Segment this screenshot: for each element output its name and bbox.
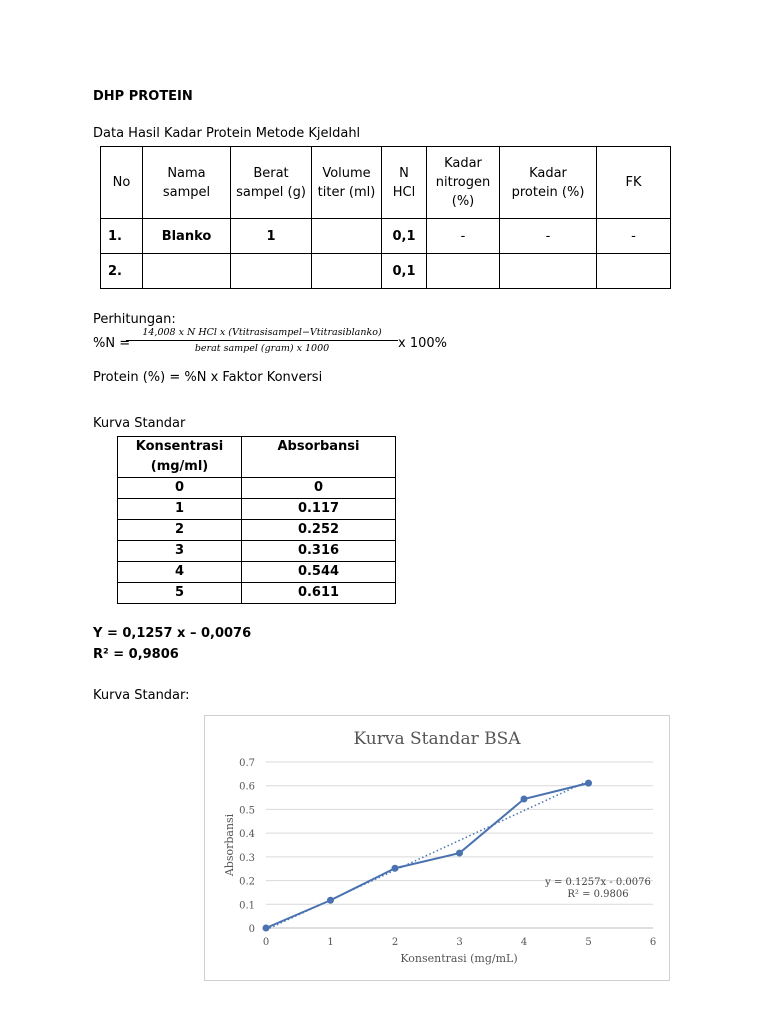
x-axis-label: Konsentrasi (mg/mL)	[400, 952, 518, 965]
column-header-line: HCl	[392, 184, 416, 200]
table-cell	[597, 254, 671, 289]
y-tick-label: 0.4	[239, 829, 255, 841]
formula-lhs: %N =	[93, 336, 131, 351]
protein-formula: Protein (%) = %N x Faktor Konversi	[93, 370, 323, 385]
column-header-line: Nama	[167, 165, 206, 181]
chart-title: Kurva Standar BSA	[353, 729, 521, 749]
formula-rhs: x 100%	[398, 336, 447, 351]
table-cell: -	[597, 219, 671, 254]
table-row	[118, 583, 396, 604]
column-header-line: No	[112, 175, 131, 190]
table-cell: Blanko	[143, 219, 231, 254]
column-header	[500, 147, 597, 219]
table-cell: 1	[231, 219, 312, 254]
column-header	[231, 147, 312, 219]
data-point	[392, 865, 399, 872]
table-cell: 1	[118, 499, 242, 520]
x-tick-label: 6	[649, 937, 657, 948]
column-header-line: nitrogen	[435, 175, 491, 190]
table-cell: 2	[118, 520, 242, 541]
col-header-absorbansi: Absorbansi	[242, 437, 396, 478]
regression-equation: Y = 0,1257 x – 0,0076	[93, 626, 252, 641]
column-header	[101, 147, 143, 219]
table-row	[118, 499, 396, 520]
trendline-r2: R² = 0.9806	[567, 889, 629, 900]
table-cell: -	[427, 219, 500, 254]
y-tick-label: 0.6	[239, 781, 255, 793]
table-cell: 3	[118, 541, 242, 562]
column-header-line: Kadar	[529, 165, 567, 181]
column-header-line: titer (ml)	[317, 184, 376, 200]
table-cell	[312, 219, 382, 254]
column-header-line: Volume	[322, 165, 371, 181]
column-header	[427, 147, 500, 219]
calc-label: Perhitungan:	[93, 312, 176, 327]
column-header	[312, 147, 382, 219]
chart-caption: Kurva Standar:	[93, 688, 190, 703]
standard-curve-chart	[204, 715, 670, 981]
standard-header-row	[118, 437, 396, 478]
table-cell: 0,1	[382, 219, 427, 254]
col-header-konsentrasi	[118, 437, 242, 478]
formula-denominator: berat sampel (gram) x 1000	[194, 343, 330, 354]
col-header-line: Konsentrasi	[135, 439, 224, 454]
x-tick-label: 2	[391, 937, 399, 948]
table-cell	[143, 254, 231, 289]
y-tick-label: 0.1	[239, 900, 255, 912]
data-point	[585, 780, 592, 787]
y-tick-label: 0	[248, 924, 255, 935]
column-header-line: N	[399, 165, 409, 181]
table-row	[118, 478, 396, 499]
table-cell: 0.611	[242, 583, 396, 604]
chart-svg	[205, 716, 669, 980]
table-cell: 0.117	[242, 499, 396, 520]
kjeldahl-caption: Data Hasil Kadar Protein Metode Kjeldahl	[93, 126, 361, 141]
column-header-line: Berat	[253, 165, 289, 181]
table-cell	[312, 254, 382, 289]
table-cell	[500, 254, 597, 289]
x-tick-label: 4	[520, 937, 528, 948]
table-cell	[427, 254, 500, 289]
x-tick-label: 1	[327, 937, 334, 948]
y-tick-label: 0.5	[239, 805, 255, 817]
table-cell: 0	[118, 478, 242, 499]
x-tick-label: 3	[456, 937, 463, 948]
column-header-line: Kadar	[444, 156, 482, 171]
y-tick-label: 0.3	[239, 852, 255, 864]
data-point	[456, 850, 463, 857]
table-row	[101, 219, 671, 254]
col-header-line: (mg/ml)	[150, 459, 209, 474]
regression-r2: R² = 0,9806	[93, 647, 179, 662]
column-header-line: protein (%)	[511, 184, 585, 200]
table-cell: 0.544	[242, 562, 396, 583]
standard-caption: Kurva Standar	[93, 416, 186, 431]
table-cell: 2.	[101, 254, 143, 289]
page-heading: DHP PROTEIN	[93, 89, 193, 104]
x-tick-label: 0	[262, 937, 270, 948]
column-header	[382, 147, 427, 219]
table-cell: 1.	[101, 219, 143, 254]
formula-fraction	[126, 327, 398, 354]
table-cell: 0	[242, 478, 396, 499]
table-cell: 5	[118, 583, 242, 604]
formula-numerator: 14,008 x N HCl x (Vtitrasisampel−Vtitrasiblanko)	[126, 327, 398, 341]
table-cell: 0.316	[242, 541, 396, 562]
data-point	[263, 925, 270, 932]
table-cell: 4	[118, 562, 242, 583]
standard-table	[117, 436, 396, 604]
table-cell: 0.252	[242, 520, 396, 541]
column-header-line: FK	[625, 175, 642, 190]
table-row	[118, 562, 396, 583]
table-row	[101, 254, 671, 289]
kjeldahl-table	[100, 146, 671, 289]
table-cell: -	[500, 219, 597, 254]
data-point	[327, 897, 334, 904]
table-row	[118, 541, 396, 562]
column-header-line: sampel (g)	[236, 184, 306, 200]
column-header-line: (%)	[451, 194, 475, 209]
column-header	[597, 147, 671, 219]
y-axis-label: Absorbansi	[223, 813, 236, 877]
x-tick-label: 5	[585, 937, 592, 948]
series-line	[266, 783, 589, 928]
table-row	[118, 520, 396, 541]
y-tick-label: 0.2	[239, 876, 255, 888]
table-cell	[231, 254, 312, 289]
kjeldahl-header-row	[101, 147, 671, 219]
table-cell: 0,1	[382, 254, 427, 289]
trendline-equation: y = 0.1257x - 0.0076	[545, 877, 651, 888]
column-header	[143, 147, 231, 219]
column-header-line: sampel	[162, 184, 211, 200]
data-point	[521, 795, 528, 802]
y-tick-label: 0.7	[239, 758, 255, 769]
